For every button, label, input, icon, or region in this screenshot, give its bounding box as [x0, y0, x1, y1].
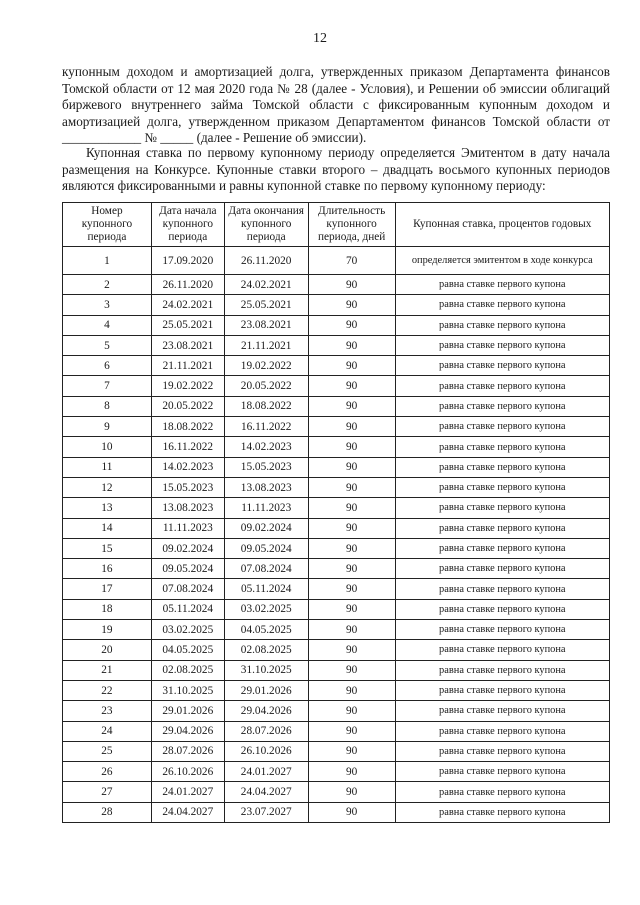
cell-period-number: 15	[63, 538, 152, 558]
cell-coupon-rate: равна ставке первого купона	[395, 396, 609, 416]
cell-end-date: 28.07.2026	[224, 721, 308, 741]
cell-coupon-rate: равна ставке первого купона	[395, 660, 609, 680]
table-row	[63, 275, 610, 295]
table-row	[63, 762, 610, 782]
cell-end-date: 23.07.2027	[224, 802, 308, 822]
table-row	[63, 295, 610, 315]
cell-duration: 90	[308, 802, 395, 822]
cell-period-number: 2	[63, 275, 152, 295]
cell-start-date: 11.11.2023	[151, 518, 224, 538]
cell-duration: 90	[308, 620, 395, 640]
cell-duration: 90	[308, 335, 395, 355]
cell-start-date: 31.10.2025	[151, 680, 224, 700]
cell-end-date: 16.11.2022	[224, 417, 308, 437]
cell-coupon-rate: равна ставке первого купона	[395, 518, 609, 538]
cell-coupon-rate: равна ставке первого купона	[395, 538, 609, 558]
cell-end-date: 04.05.2025	[224, 620, 308, 640]
cell-period-number: 14	[63, 518, 152, 538]
cell-duration: 90	[308, 417, 395, 437]
cell-period-number: 13	[63, 498, 152, 518]
cell-duration: 90	[308, 295, 395, 315]
cell-end-date: 07.08.2024	[224, 559, 308, 579]
cell-start-date: 26.10.2026	[151, 762, 224, 782]
cell-end-date: 13.08.2023	[224, 477, 308, 497]
cell-period-number: 3	[63, 295, 152, 315]
table-row	[63, 437, 610, 457]
page-number: 12	[313, 31, 327, 46]
cell-end-date: 24.01.2027	[224, 762, 308, 782]
table-row	[63, 538, 610, 558]
header-coupon-rate: Купонная ставка, процентов годовых	[395, 203, 609, 247]
cell-start-date: 09.02.2024	[151, 538, 224, 558]
cell-start-date: 21.11.2021	[151, 356, 224, 376]
cell-end-date: 02.08.2025	[224, 640, 308, 660]
cell-period-number: 6	[63, 356, 152, 376]
header-end-date: Дата окончания купонного периода	[224, 203, 308, 247]
cell-period-number: 22	[63, 680, 152, 700]
cell-period-number: 5	[63, 335, 152, 355]
cell-end-date: 26.10.2026	[224, 741, 308, 761]
cell-coupon-rate: равна ставке первого купона	[395, 599, 609, 619]
table-row	[63, 660, 610, 680]
cell-coupon-rate: равна ставке первого купона	[395, 295, 609, 315]
cell-coupon-rate: равна ставке первого купона	[395, 579, 609, 599]
cell-coupon-rate: равна ставке первого купона	[395, 762, 609, 782]
cell-duration: 70	[308, 247, 395, 275]
cell-end-date: 26.11.2020	[224, 247, 308, 275]
cell-start-date: 13.08.2023	[151, 498, 224, 518]
cell-duration: 90	[308, 640, 395, 660]
cell-end-date: 23.08.2021	[224, 315, 308, 335]
table-row	[63, 498, 610, 518]
cell-period-number: 27	[63, 782, 152, 802]
cell-start-date: 02.08.2025	[151, 660, 224, 680]
cell-coupon-rate: равна ставке первого купона	[395, 640, 609, 660]
table-row	[63, 802, 610, 822]
table-row	[63, 559, 610, 579]
cell-coupon-rate: равна ставке первого купона	[395, 680, 609, 700]
cell-duration: 90	[308, 356, 395, 376]
cell-period-number: 20	[63, 640, 152, 660]
cell-period-number: 26	[63, 762, 152, 782]
cell-end-date: 03.02.2025	[224, 599, 308, 619]
cell-end-date: 19.02.2022	[224, 356, 308, 376]
table-row	[63, 457, 610, 477]
intro-paragraph: купонным доходом и амортизацией долга, утвержденных приказом Департамента финансов Томской области от 12 мая 2020 года № 28 (далее - Условия), и Решении об эмиссии облигаций биржевого внутреннего займа Томской области с фиксированным купонным доходом и амортизацией долга, утвержденном приказом Департаментом финансов Томской области от ____________ № _____ (далее - Решение об эмиссии).	[62, 64, 610, 146]
cell-period-number: 12	[63, 477, 152, 497]
cell-start-date: 23.08.2021	[151, 335, 224, 355]
cell-period-number: 11	[63, 457, 152, 477]
table-row	[63, 315, 610, 335]
cell-duration: 90	[308, 498, 395, 518]
cell-end-date: 24.02.2021	[224, 275, 308, 295]
header-start-date: Дата начала купонного периода	[151, 203, 224, 247]
table-row	[63, 680, 610, 700]
cell-end-date: 11.11.2023	[224, 498, 308, 518]
table-row	[63, 741, 610, 761]
cell-coupon-rate: равна ставке первого купона	[395, 335, 609, 355]
coupon-rate-paragraph: Купонная ставка по первому купонному периоду определяется Эмитентом в дату начала размещения на Конкурсе. Купонные ставки второго – двадцать восьмого купонных периодов являются фиксированными и равны купонной ставке по первому купонному периоду:	[62, 145, 610, 194]
table-row	[63, 335, 610, 355]
table-header-row	[63, 203, 610, 247]
cell-end-date: 15.05.2023	[224, 457, 308, 477]
table-row	[63, 579, 610, 599]
cell-coupon-rate: равна ставке первого купона	[395, 559, 609, 579]
cell-start-date: 17.09.2020	[151, 247, 224, 275]
cell-duration: 90	[308, 782, 395, 802]
cell-period-number: 9	[63, 417, 152, 437]
header-duration: Длительность купонного периода, дней	[308, 203, 395, 247]
cell-duration: 90	[308, 741, 395, 761]
cell-end-date: 31.10.2025	[224, 660, 308, 680]
cell-duration: 90	[308, 701, 395, 721]
cell-period-number: 4	[63, 315, 152, 335]
cell-coupon-rate: равна ставке первого купона	[395, 721, 609, 741]
cell-end-date: 21.11.2021	[224, 335, 308, 355]
cell-start-date: 29.01.2026	[151, 701, 224, 721]
cell-start-date: 25.05.2021	[151, 315, 224, 335]
cell-end-date: 09.02.2024	[224, 518, 308, 538]
cell-duration: 90	[308, 396, 395, 416]
cell-period-number: 21	[63, 660, 152, 680]
cell-duration: 90	[308, 315, 395, 335]
table-row	[63, 356, 610, 376]
cell-start-date: 05.11.2024	[151, 599, 224, 619]
cell-end-date: 29.04.2026	[224, 701, 308, 721]
cell-period-number: 1	[63, 247, 152, 275]
cell-coupon-rate: равна ставке первого купона	[395, 356, 609, 376]
cell-start-date: 29.04.2026	[151, 721, 224, 741]
cell-coupon-rate: равна ставке первого купона	[395, 620, 609, 640]
cell-period-number: 23	[63, 701, 152, 721]
cell-coupon-rate: определяется эмитентом в ходе конкурса	[395, 247, 609, 275]
cell-end-date: 18.08.2022	[224, 396, 308, 416]
cell-end-date: 29.01.2026	[224, 680, 308, 700]
cell-start-date: 28.07.2026	[151, 741, 224, 761]
cell-period-number: 25	[63, 741, 152, 761]
cell-start-date: 16.11.2022	[151, 437, 224, 457]
cell-coupon-rate: равна ставке первого купона	[395, 701, 609, 721]
cell-duration: 90	[308, 660, 395, 680]
cell-start-date: 18.08.2022	[151, 417, 224, 437]
cell-period-number: 19	[63, 620, 152, 640]
cell-period-number: 18	[63, 599, 152, 619]
cell-coupon-rate: равна ставке первого купона	[395, 315, 609, 335]
cell-start-date: 24.02.2021	[151, 295, 224, 315]
cell-duration: 90	[308, 559, 395, 579]
cell-coupon-rate: равна ставке первого купона	[395, 782, 609, 802]
cell-end-date: 14.02.2023	[224, 437, 308, 457]
cell-period-number: 16	[63, 559, 152, 579]
cell-start-date: 04.05.2025	[151, 640, 224, 660]
cell-coupon-rate: равна ставке первого купона	[395, 498, 609, 518]
cell-end-date: 20.05.2022	[224, 376, 308, 396]
table-row	[63, 701, 610, 721]
cell-coupon-rate: равна ставке первого купона	[395, 275, 609, 295]
cell-end-date: 05.11.2024	[224, 579, 308, 599]
table-body	[63, 247, 610, 823]
table-row	[63, 477, 610, 497]
cell-duration: 90	[308, 275, 395, 295]
table-row	[63, 640, 610, 660]
table-row	[63, 518, 610, 538]
cell-coupon-rate: равна ставке первого купона	[395, 457, 609, 477]
table-row	[63, 417, 610, 437]
cell-duration: 90	[308, 376, 395, 396]
cell-duration: 90	[308, 721, 395, 741]
cell-period-number: 24	[63, 721, 152, 741]
cell-duration: 90	[308, 437, 395, 457]
cell-start-date: 07.08.2024	[151, 579, 224, 599]
table-row	[63, 782, 610, 802]
cell-period-number: 8	[63, 396, 152, 416]
cell-end-date: 09.05.2024	[224, 538, 308, 558]
cell-start-date: 19.02.2022	[151, 376, 224, 396]
cell-coupon-rate: равна ставке первого купона	[395, 477, 609, 497]
cell-period-number: 17	[63, 579, 152, 599]
cell-start-date: 09.05.2024	[151, 559, 224, 579]
table-row	[63, 620, 610, 640]
cell-start-date: 14.02.2023	[151, 457, 224, 477]
cell-period-number: 7	[63, 376, 152, 396]
table-row	[63, 721, 610, 741]
cell-duration: 90	[308, 599, 395, 619]
cell-duration: 90	[308, 579, 395, 599]
cell-coupon-rate: равна ставке первого купона	[395, 802, 609, 822]
cell-end-date: 25.05.2021	[224, 295, 308, 315]
cell-duration: 90	[308, 680, 395, 700]
header-period-number: Номер купонного периода	[63, 203, 152, 247]
cell-start-date: 24.01.2027	[151, 782, 224, 802]
table-row	[63, 247, 610, 275]
table-row	[63, 599, 610, 619]
cell-start-date: 26.11.2020	[151, 275, 224, 295]
cell-duration: 90	[308, 538, 395, 558]
cell-coupon-rate: равна ставке первого купона	[395, 741, 609, 761]
cell-duration: 90	[308, 762, 395, 782]
cell-start-date: 24.04.2027	[151, 802, 224, 822]
coupon-schedule-table	[62, 202, 610, 823]
cell-duration: 90	[308, 518, 395, 538]
cell-duration: 90	[308, 457, 395, 477]
cell-coupon-rate: равна ставке первого купона	[395, 376, 609, 396]
cell-start-date: 03.02.2025	[151, 620, 224, 640]
cell-coupon-rate: равна ставке первого купона	[395, 437, 609, 457]
cell-duration: 90	[308, 477, 395, 497]
table-row	[63, 396, 610, 416]
cell-end-date: 24.04.2027	[224, 782, 308, 802]
cell-period-number: 28	[63, 802, 152, 822]
cell-coupon-rate: равна ставке первого купона	[395, 417, 609, 437]
cell-start-date: 20.05.2022	[151, 396, 224, 416]
cell-start-date: 15.05.2023	[151, 477, 224, 497]
table-row	[63, 376, 610, 396]
cell-period-number: 10	[63, 437, 152, 457]
